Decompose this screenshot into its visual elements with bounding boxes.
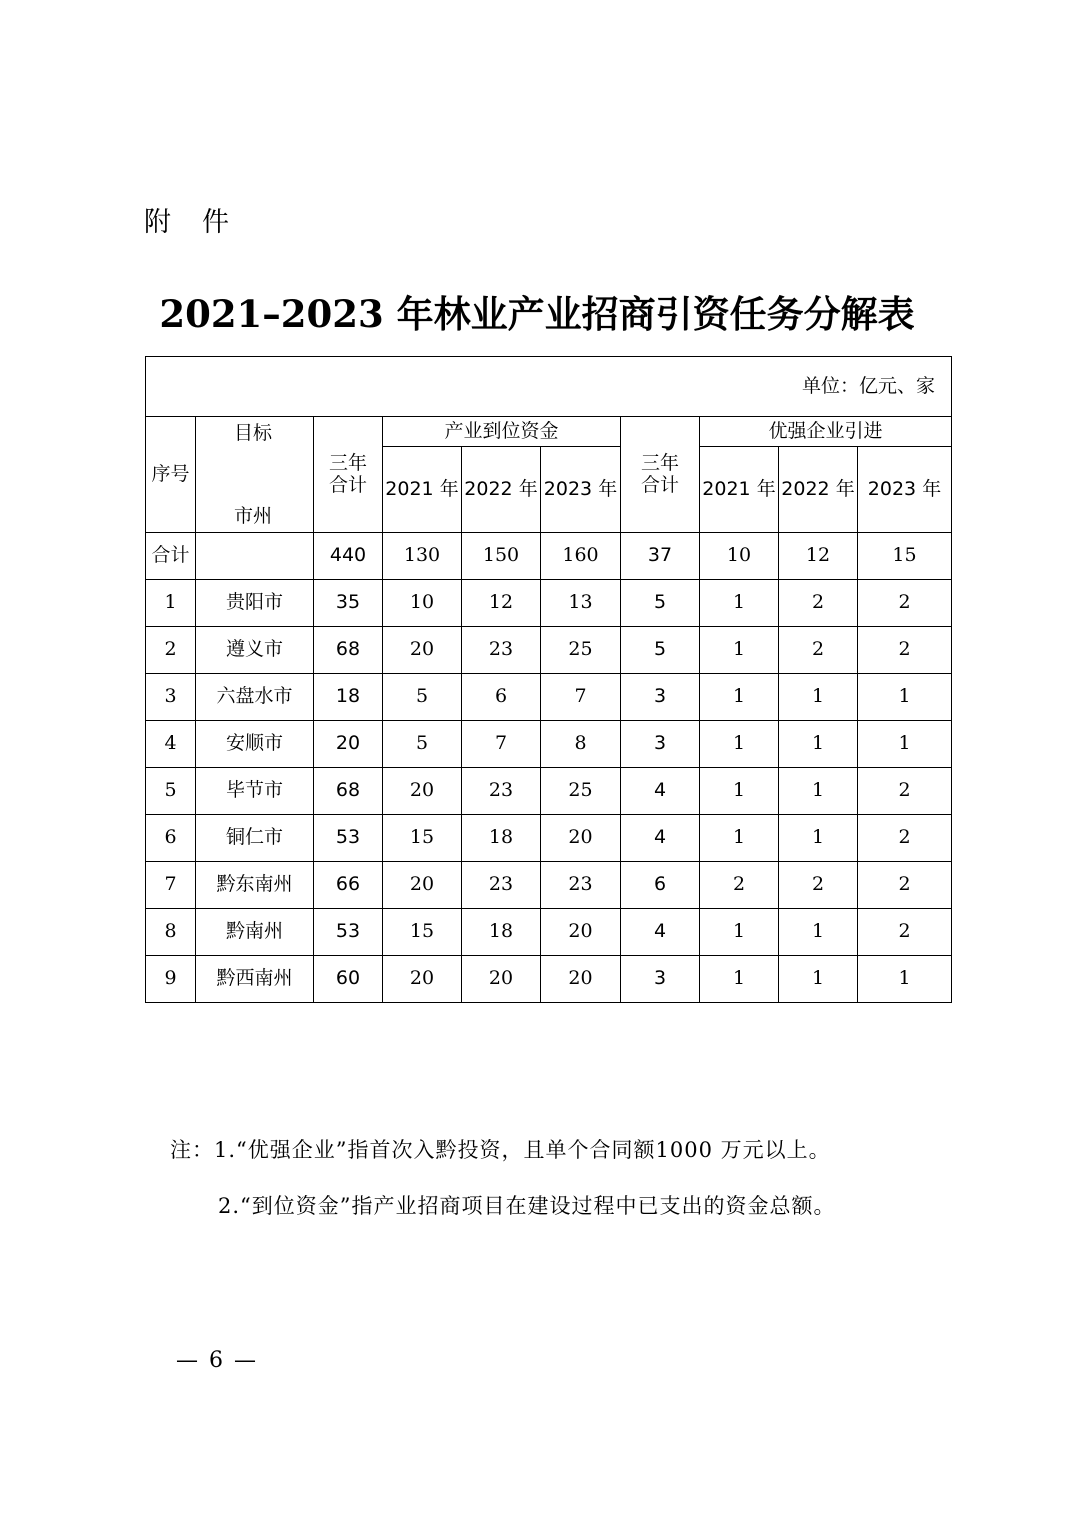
row-funds-total: 20 xyxy=(314,721,383,768)
row-city: 黔东南州 xyxy=(196,862,314,909)
row-seq: 9 xyxy=(146,956,196,1003)
row-firms-2021: 1 xyxy=(700,580,779,627)
row-city: 铜仁市 xyxy=(196,815,314,862)
row-funds-total: 68 xyxy=(314,768,383,815)
row-funds-2021: 15 xyxy=(383,909,462,956)
row-funds-2022: 18 xyxy=(462,909,541,956)
note-2: 2.“到位资金”指产业招商项目在建设过程中已支出的资金总额。 xyxy=(218,1194,836,1218)
row-seq: 4 xyxy=(146,721,196,768)
page-number: — 6 — xyxy=(176,1348,258,1373)
table-row xyxy=(146,956,952,1003)
row-firms-total: 3 xyxy=(621,956,700,1003)
row-city xyxy=(196,533,314,580)
row-funds-2023: 20 xyxy=(541,909,621,956)
attachment-label: 附 件 xyxy=(144,207,231,238)
header-funds-year: 2023 年 xyxy=(541,447,621,533)
row-firms-2021: 1 xyxy=(700,721,779,768)
row-funds-2022: 12 xyxy=(462,580,541,627)
row-funds-2021: 15 xyxy=(383,815,462,862)
row-firms-2021: 10 xyxy=(700,533,779,580)
row-firms-total: 4 xyxy=(621,815,700,862)
row-funds-total: 18 xyxy=(314,674,383,721)
row-firms-2021: 1 xyxy=(700,627,779,674)
row-funds-2021: 5 xyxy=(383,674,462,721)
row-firms-2021: 1 xyxy=(700,815,779,862)
row-seq: 合计 xyxy=(146,533,196,580)
row-firms-2023: 15 xyxy=(858,533,952,580)
header-firms-year: 2022 年 xyxy=(779,447,858,533)
row-firms-2022: 2 xyxy=(779,862,858,909)
row-funds-2023: 7 xyxy=(541,674,621,721)
row-funds-2021: 20 xyxy=(383,768,462,815)
row-firms-2023: 2 xyxy=(858,815,952,862)
unit-label: 单位：亿元、家 xyxy=(146,357,952,417)
row-funds-2023: 8 xyxy=(541,721,621,768)
header-funds-total: 三年 合计 xyxy=(314,417,383,533)
row-city: 贵阳市 xyxy=(196,580,314,627)
row-funds-2023: 13 xyxy=(541,580,621,627)
row-funds-2022: 23 xyxy=(462,627,541,674)
header-funds-year: 2021 年 xyxy=(383,447,462,533)
row-firms-2022: 1 xyxy=(779,956,858,1003)
row-seq: 1 xyxy=(146,580,196,627)
row-funds-2022: 18 xyxy=(462,815,541,862)
row-funds-2022: 23 xyxy=(462,862,541,909)
row-firms-2021: 1 xyxy=(700,956,779,1003)
header-firms-year: 2023 年 xyxy=(858,447,952,533)
row-funds-2022: 6 xyxy=(462,674,541,721)
row-seq: 6 xyxy=(146,815,196,862)
row-funds-2021: 130 xyxy=(383,533,462,580)
header-city: 市州 xyxy=(234,505,273,528)
row-firms-2022: 1 xyxy=(779,721,858,768)
row-funds-total: 35 xyxy=(314,580,383,627)
row-firms-total: 37 xyxy=(621,533,700,580)
table-body xyxy=(146,533,952,1003)
table-row xyxy=(146,627,952,674)
row-city: 六盘水市 xyxy=(196,674,314,721)
row-seq: 2 xyxy=(146,627,196,674)
table-row xyxy=(146,674,952,721)
row-firms-2023: 2 xyxy=(858,862,952,909)
header-firms-year: 2021 年 xyxy=(700,447,779,533)
row-firms-total: 6 xyxy=(621,862,700,909)
table-row xyxy=(146,815,952,862)
row-firms-2022: 12 xyxy=(779,533,858,580)
table-row xyxy=(146,721,952,768)
row-seq: 5 xyxy=(146,768,196,815)
header-target-city xyxy=(196,417,314,533)
row-city: 黔西南州 xyxy=(196,956,314,1003)
row-firms-2021: 1 xyxy=(700,674,779,721)
table-row xyxy=(146,533,952,580)
row-firms-2021: 2 xyxy=(700,862,779,909)
row-funds-2021: 5 xyxy=(383,721,462,768)
table-row xyxy=(146,862,952,909)
row-firms-2022: 1 xyxy=(779,815,858,862)
row-funds-total: 53 xyxy=(314,815,383,862)
row-seq: 7 xyxy=(146,862,196,909)
row-funds-2021: 20 xyxy=(383,627,462,674)
header-firms-group: 优强企业引进 xyxy=(700,417,952,447)
row-funds-total: 66 xyxy=(314,862,383,909)
note-1: 注：1.“优强企业”指首次入黔投资，且单个合同额1000 万元以上。 xyxy=(170,1138,831,1162)
header-funds-group: 产业到位资金 xyxy=(383,417,621,447)
row-funds-2022: 7 xyxy=(462,721,541,768)
page-title: 2021–2023 年林业产业招商引资任务分解表 xyxy=(159,292,915,336)
table-row xyxy=(146,909,952,956)
row-firms-2023: 1 xyxy=(858,956,952,1003)
row-city: 毕节市 xyxy=(196,768,314,815)
row-funds-2022: 150 xyxy=(462,533,541,580)
row-firms-total: 5 xyxy=(621,580,700,627)
row-funds-2023: 23 xyxy=(541,862,621,909)
row-city: 黔南州 xyxy=(196,909,314,956)
row-funds-2023: 20 xyxy=(541,956,621,1003)
row-funds-total: 68 xyxy=(314,627,383,674)
task-table xyxy=(145,356,952,1003)
row-firms-2023: 1 xyxy=(858,674,952,721)
row-funds-2023: 25 xyxy=(541,627,621,674)
row-firms-total: 4 xyxy=(621,909,700,956)
header-target: 目标 xyxy=(234,422,273,444)
row-firms-2022: 1 xyxy=(779,768,858,815)
row-funds-2023: 20 xyxy=(541,815,621,862)
row-firms-2023: 2 xyxy=(858,580,952,627)
row-funds-2023: 160 xyxy=(541,533,621,580)
row-funds-2023: 25 xyxy=(541,768,621,815)
row-city: 遵义市 xyxy=(196,627,314,674)
row-firms-2023: 2 xyxy=(858,768,952,815)
header-funds-year: 2022 年 xyxy=(462,447,541,533)
row-firms-2022: 1 xyxy=(779,909,858,956)
row-firms-total: 3 xyxy=(621,721,700,768)
row-firms-2023: 2 xyxy=(858,909,952,956)
row-funds-total: 53 xyxy=(314,909,383,956)
row-firms-2022: 1 xyxy=(779,674,858,721)
header-seq: 序号 xyxy=(146,417,196,533)
row-city: 安顺市 xyxy=(196,721,314,768)
row-firms-total: 3 xyxy=(621,674,700,721)
row-seq: 3 xyxy=(146,674,196,721)
row-firms-2021: 1 xyxy=(700,768,779,815)
row-funds-2022: 20 xyxy=(462,956,541,1003)
table-row xyxy=(146,580,952,627)
row-funds-total: 60 xyxy=(314,956,383,1003)
row-firms-2022: 2 xyxy=(779,627,858,674)
row-seq: 8 xyxy=(146,909,196,956)
row-firms-total: 4 xyxy=(621,768,700,815)
notes xyxy=(170,1122,836,1234)
row-firms-2023: 1 xyxy=(858,721,952,768)
header-firms-total: 三年 合计 xyxy=(621,417,700,533)
row-funds-2021: 20 xyxy=(383,862,462,909)
table-row xyxy=(146,768,952,815)
row-funds-2021: 10 xyxy=(383,580,462,627)
row-firms-2023: 2 xyxy=(858,627,952,674)
row-firms-total: 5 xyxy=(621,627,700,674)
row-funds-2022: 23 xyxy=(462,768,541,815)
row-funds-total: 440 xyxy=(314,533,383,580)
row-firms-2021: 1 xyxy=(700,909,779,956)
row-firms-2022: 2 xyxy=(779,580,858,627)
row-funds-2021: 20 xyxy=(383,956,462,1003)
